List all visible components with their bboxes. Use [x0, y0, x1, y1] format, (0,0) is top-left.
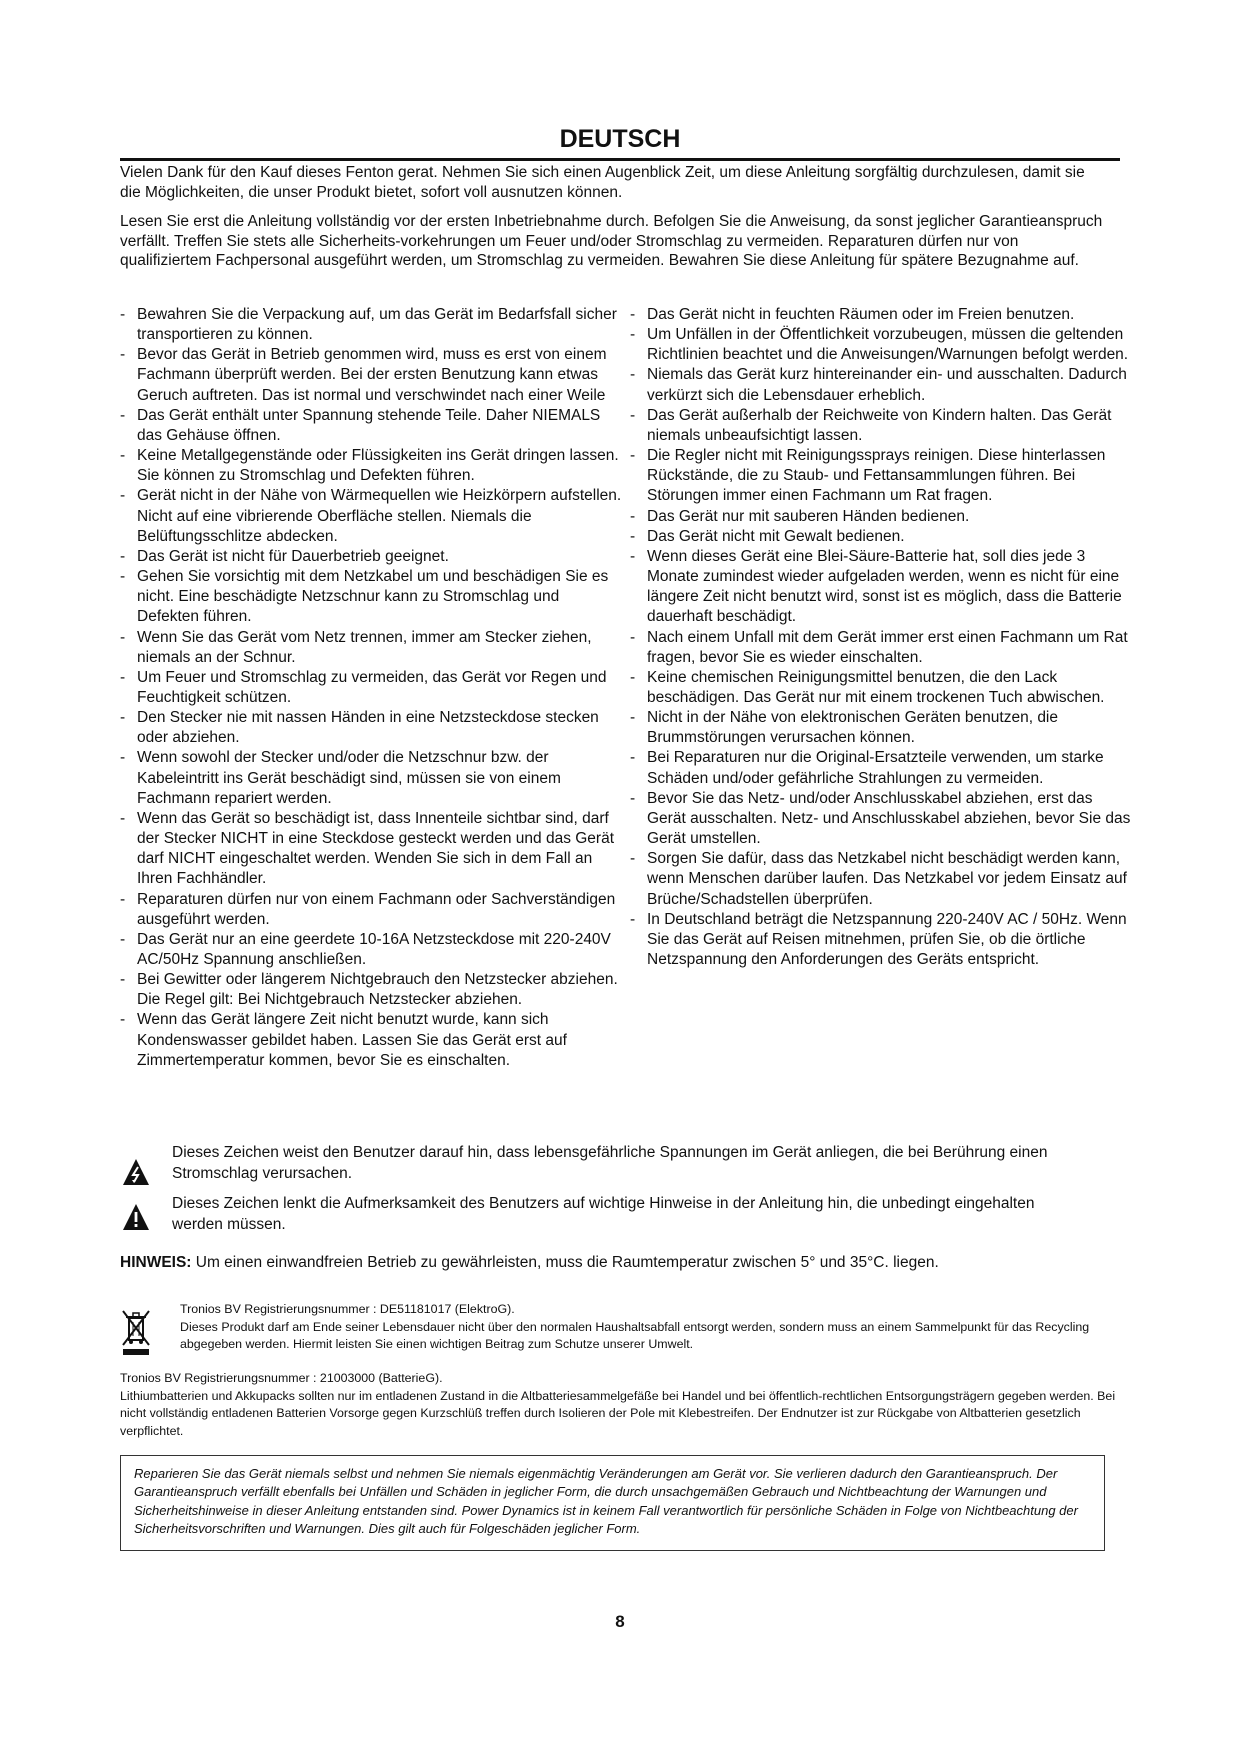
list-item: - Die Regler nicht mit Reinigungssprays reinigen. Diese hinterlassen Rückstände, die zu Staub- und Fettansammlungen führen. Bei Störungen immer einen Fachmann um Rat fragen.	[630, 446, 1135, 506]
list-item: - Um Feuer und Stromschlag zu vermeiden, das Gerät vor Regen und Feuchtigkeit schützen.	[120, 668, 625, 708]
title-divider	[120, 158, 1120, 161]
list-item: - Sorgen Sie dafür, dass das Netzkabel nicht beschädigt werden kann, wenn Menschen darüber laufen. Das Netzkabel vor jedem Einsatz auf Brüche/Schadstellen überprüfen.	[630, 849, 1135, 909]
battery-text: Lithiumbatterien und Akkupacks sollten nur im entladenen Zustand in die Altbatteriesammelgefäße bei Handel und bei öffentlich-rechtlichen Entsorgungsträgern gegeben werden. Bei nicht vollständig entladenen Batterien Vorsorge gegen Kurzschlüß treffen durch Isolieren der Pole mit Klebestreifen. Der Endnutzer ist zur Rückgabe von Altbatterien gesetzlich verpflichtet.	[120, 1388, 1116, 1438]
list-item: - Das Gerät außerhalb der Reichweite von Kindern halten. Das Gerät niemals unbeaufsichtigt lassen.	[630, 406, 1135, 446]
weee-registration: Tronios BV Registrierungsnummer : DE51181017 (ElektroG).	[180, 1302, 515, 1316]
intro-paragraph-thanks: Vielen Dank für den Kauf dieses Fenton gerat. Nehmen Sie sich einen Augenblick Zeit, um diese Anleitung sorgfältig durchzulesen, damit sie die Möglichkeiten, die unser Produkt bietet, sofort voll ausnutzen können.	[120, 164, 1085, 201]
intro-paragraph-instructions: Lesen Sie erst die Anleitung vollständig vor der ersten Inbetriebnahme durch. Befolgen Sie die Anweisung, da sonst jeglicher Garantieanspruch verfällt. Treffen Sie stets alle Sicherheits-vorkehrungen um Feuer und/oder Stromschlag zu vermeiden. Reparaturen dürfen nur von qualifiziertem Fachpersonal ausgeführt werden, um Stromschlag zu vermeiden. Bewahren Sie diese Anleitung für spätere Bezugnahme auf.	[120, 213, 1103, 269]
note-text: Um einen einwandfreien Betrieb zu gewährleisten, muss die Raumtemperatur zwischen 5° und 35°C. liegen.	[191, 1254, 939, 1271]
list-item: - Wenn das Gerät längere Zeit nicht benutzt wurde, kann sich Kondenswasser gebildet haben. Lassen Sie das Gerät erst auf Zimmertemperatur kommen, bevor Sie es einschalten.	[120, 1010, 625, 1070]
safety-list-right	[630, 305, 1135, 970]
note-label: HINWEIS:	[120, 1254, 192, 1271]
weee-notice	[180, 1301, 1130, 1354]
list-item: - Das Gerät nur an eine geerdete 10-16A Netzsteckdose mit 220-240V AC/50Hz Spannung anschließen.	[120, 930, 625, 970]
list-item: - Den Stecker nie mit nassen Händen in eine Netzsteckdose stecken oder abziehen.	[120, 708, 625, 748]
battery-notice	[120, 1370, 1120, 1440]
list-item: - Bei Reparaturen nur die Original-Ersatzteile verwenden, um starke Schäden und/oder gefährliche Strahlungen zu vermeiden.	[630, 748, 1135, 788]
weee-text: Dieses Produkt darf am Ende seiner Lebensdauer nicht über den normalen Haushaltsabfall entsorgt werden, sondern muss an einem Sammelpunkt für das Recycling abgegeben werden. Hiermit leisten Sie einen wichtigen Beitrag zum Schutze unserer Umwelt.	[180, 1319, 1090, 1351]
list-item: - Gerät nicht in der Nähe von Wärmequellen wie Heizkörpern aufstellen. Nicht auf eine vibrierende Oberfläche stellen. Niemals die Belüftungsschlitze abdecken.	[120, 486, 625, 546]
list-item: - Keine Metallgegenstände oder Flüssigkeiten ins Gerät dringen lassen. Sie können zu Stromschlag und Defekten führen.	[120, 446, 625, 486]
list-item: - Bewahren Sie die Verpackung auf, um das Gerät im Bedarfsfall sicher transportieren zu können.	[120, 305, 625, 345]
list-item: - Das Gerät nur mit sauberen Händen bedienen.	[630, 507, 1135, 527]
list-item: - Keine chemischen Reinigungsmittel benutzen, die den Lack beschädigen. Das Gerät nur mit einem trockenen Tuch abwischen.	[630, 668, 1135, 708]
list-item: - Das Gerät ist nicht für Dauerbetrieb geeignet.	[120, 547, 625, 567]
list-item: - Wenn Sie das Gerät vom Netz trennen, immer am Stecker ziehen, niemals an der Schnur.	[120, 628, 625, 668]
warranty-disclaimer-box	[120, 1455, 1105, 1551]
warranty-disclaimer-text: Reparieren Sie das Gerät niemals selbst und nehmen Sie niemals eigenmächtig Veränderungen am Gerät vor. Sie verlieren dadurch den Garantieanspruch. Der Garantieanspruch verfällt ebenfalls bei Unfällen und Schäden in jeglicher Form, die durch unsachgemäßen Gebrauch und Nichtbeachtung der Warnungen und Sicherheitshinweise in dieser Anleitung entstanden sind. Power Dynamics ist in keinem Fall verantwortlich für persönliche Schäden in Folge von Nichtbeachtung der Sicherheitsvorschriften und Warnungen. Dies gilt auch für Folgeschäden jeglicher Form.	[134, 1466, 1078, 1537]
list-item: - Bevor Sie das Netz- und/oder Anschlusskabel abziehen, erst das Gerät ausschalten. Netz- und Anschlusskabel abziehen, bevor Sie das Gerät umstellen.	[630, 789, 1135, 849]
list-item: - Das Gerät nicht in feuchten Räumen oder im Freien benutzen.	[630, 305, 1135, 325]
attention-sign-text: Dieses Zeichen lenkt die Aufmerksamkeit des Benutzers auf wichtige Hinweise in der Anleitung hin, die unbedingt eingehalten werden müssen.	[172, 1195, 1035, 1233]
list-item: - Wenn das Gerät so beschädigt ist, dass Innenteile sichtbar sind, darf der Stecker NICHT in eine Steckdose gesteckt werden und das Gerät darf NICHT eingeschaltet werden. Wenden Sie sich in dem Fall an Ihren Fachhändler.	[120, 809, 625, 890]
list-item: - Nicht in der Nähe von elektronischen Geräten benutzen, die Brummstörungen verursachen können.	[630, 708, 1135, 748]
list-item: - Das Gerät nicht mit Gewalt bedienen.	[630, 527, 1135, 547]
list-item: - Nach einem Unfall mit dem Gerät immer erst einen Fachmann um Rat fragen, bevor Sie es wieder einschalten.	[630, 628, 1135, 668]
list-item: - Reparaturen dürfen nur von einem Fachmann oder Sachverständigen ausgeführt werden.	[120, 890, 625, 930]
list-item: - Bei Gewitter oder längerem Nichtgebrauch den Netzstecker abziehen. Die Regel gilt: Bei Nichtgebrauch Netzstecker abziehen.	[120, 970, 625, 1010]
list-item: - Wenn sowohl der Stecker und/oder die Netzschnur bzw. der Kabeleintritt ins Gerät beschädigt sind, müssen sie von einem Fachmann repariert werden.	[120, 748, 625, 808]
page-title: DEUTSCH	[559, 125, 681, 153]
list-item: - Niemals das Gerät kurz hintereinander ein- und ausschalten. Dadurch verkürzt sich die Lebensdauer erheblich.	[630, 365, 1135, 405]
list-item: - In Deutschland beträgt die Netzspannung 220-240V AC / 50Hz. Wenn Sie das Gerät auf Reisen mitnehmen, prüfen Sie, ob die örtliche Netzspannung den Anforderungen des Geräts entspricht.	[630, 910, 1135, 970]
battery-registration: Tronios BV Registrierungsnummer : 21003000 (BatterieG).	[120, 1371, 443, 1385]
attention-warning-icon	[122, 1203, 150, 1231]
list-item: - Bevor das Gerät in Betrieb genommen wird, muss es erst von einem Fachmann überprüft werden. Bei der ersten Benutzung kann etwas Geruch auftreten. Das ist normal und verschwindet nach einer Weile	[120, 345, 625, 405]
note-paragraph	[120, 1253, 1020, 1273]
list-item: - Gehen Sie vorsichtig mit dem Netzkabel um und beschädigen Sie es nicht. Eine beschädigte Netzschnur kann zu Stromschlag und Defekten führen.	[120, 567, 625, 627]
page-number: 8	[615, 1612, 625, 1631]
list-item: - Um Unfällen in der Öffentlichkeit vorzubeugen, müssen die geltenden Richtlinien beachtet und die Anweisungen/Warnungen befolgt werden.	[630, 325, 1135, 365]
list-item: - Wenn dieses Gerät eine Blei-Säure-Batterie hat, soll dies jede 3 Monate zumindest wieder aufgeladen werden, wenn es nicht für eine längere Zeit nicht benutzt wird, sonst ist es möglich, dass die Batterie dauerhaft beschädigt.	[630, 547, 1135, 628]
voltage-sign-text: Dieses Zeichen weist den Benutzer darauf hin, dass lebensgefährliche Spannungen im Gerät anliegen, die bei Berührung einen Stromschlag verursachen.	[172, 1144, 1048, 1182]
list-item: - Das Gerät enthält unter Spannung stehende Teile. Daher NIEMALS das Gehäuse öffnen.	[120, 406, 625, 446]
safety-list-left	[120, 305, 625, 1071]
electric-shock-warning-icon	[122, 1158, 150, 1186]
crossed-out-bin-icon	[120, 1308, 152, 1356]
